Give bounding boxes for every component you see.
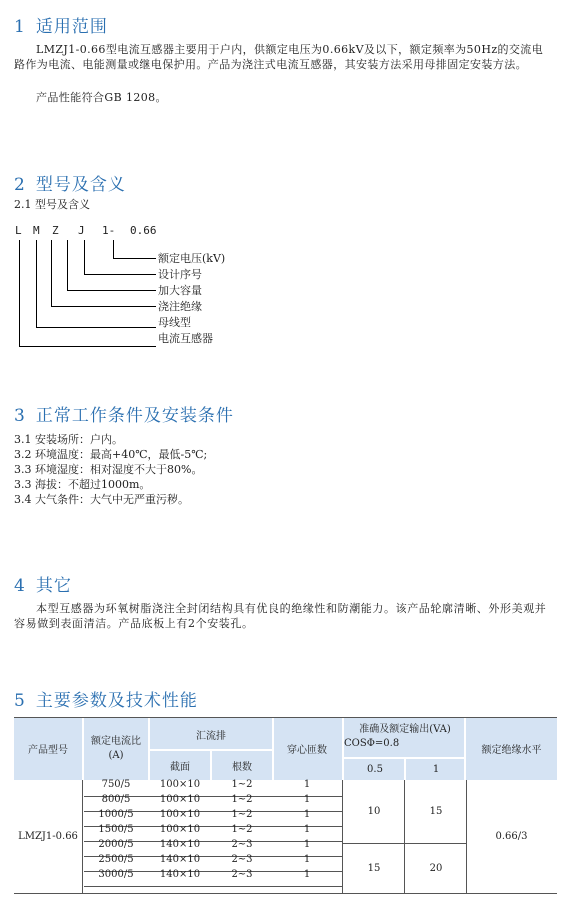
header-turns: 穿心匝数 (287, 745, 327, 756)
section-title: 正常工作条件及安装条件 (35, 406, 234, 426)
section-title: 主要参数及技术性能 (35, 691, 198, 711)
bracket-line (19, 240, 20, 346)
header-insulation: 额定绝缘水平 (481, 745, 542, 756)
bracket-line (19, 346, 156, 347)
grid-line (464, 717, 466, 780)
section-3-heading (14, 401, 234, 426)
header-accuracy-1: 1 (432, 763, 440, 775)
grid-line (82, 780, 83, 893)
code-meaning: 设计序号 (158, 268, 202, 281)
cell-count: 1~2 (231, 794, 253, 805)
output-05-group2: 15 (367, 862, 381, 874)
cell-count: 2~3 (231, 854, 253, 865)
list-item: 3.4 大气条件：大气中无严重污秽。 (14, 493, 189, 506)
code-meaning: 电流互感器 (158, 332, 213, 345)
parameters-table (14, 717, 557, 895)
section-4-paragraph: 本型互感器为环氧树脂浇注全封闭结构具有优良的绝缘性和防潮能力。该产品轮廓清晰、外形美观并容易做到表面清洁。产品底板上有2个安装孔。 (14, 602, 547, 630)
section-4-heading (14, 571, 72, 596)
header-cos: COSΦ=0.8 (344, 737, 400, 749)
cell-ratio: 1500/5 (98, 824, 134, 835)
code-meaning: 加大容量 (158, 284, 202, 297)
section-title: 其它 (35, 576, 72, 596)
output-05-group1: 10 (367, 806, 381, 817)
list-item: 3.1 安装场所：户内。 (14, 433, 123, 446)
output-1-group2: 20 (429, 862, 443, 874)
cell-section: 140×10 (159, 869, 201, 880)
code-letter: M (33, 224, 40, 237)
code-letter: 1- (102, 224, 116, 237)
section-1-paragraph: LMZJ1-0.66型电流互感器主要用于户内，供额定电压为0.66kV及以下，额定频率为50Hz的交流电路作为电流、电能测量或继电保护用。产品为浇注式电流互感器，其安装方法采用母排固定安装方法。 (14, 43, 544, 71)
conditions-list (14, 432, 207, 507)
cell-ratio: 3000/5 (98, 869, 134, 880)
grid-line (210, 751, 212, 780)
section-1-heading (14, 12, 108, 37)
grid-line (272, 717, 274, 780)
section-title: 适用范围 (35, 17, 108, 37)
cell-ratio: 2500/5 (98, 854, 134, 865)
code-letter: Z (52, 224, 59, 237)
cell-ratio: 800/5 (101, 794, 131, 805)
header-output: 准确及额定输出(VA) (359, 723, 451, 735)
bracket-line (113, 258, 156, 259)
cell-count: 1~2 (231, 779, 253, 790)
cell-section: 100×10 (159, 809, 201, 820)
cell-section: 140×10 (159, 854, 201, 865)
code-meaning: 浇注绝缘 (158, 300, 202, 313)
header-accuracy-05: 0.5 (367, 763, 383, 775)
bracket-line (84, 240, 85, 274)
grid-line (404, 759, 406, 780)
cell-count: 2~3 (231, 839, 253, 850)
bracket-line (51, 240, 52, 306)
code-meaning: 额定电压(kV) (158, 252, 226, 265)
grid-line (82, 717, 84, 780)
grid-line (342, 780, 343, 893)
section-5-heading (14, 686, 198, 711)
code-letter: 0.66 (130, 224, 157, 237)
code-letter: J (78, 224, 85, 237)
table-border (14, 893, 557, 894)
cell-ratio: 2000/5 (98, 839, 134, 850)
cell-turns: 1 (303, 854, 311, 865)
cell-turns: 1 (303, 824, 311, 835)
section-number: 3 (14, 406, 26, 426)
bracket-line (113, 240, 114, 258)
table-border (14, 717, 557, 718)
section-number: 1 (14, 17, 26, 37)
list-item: 3.2 环境温度：最高+40℃，最低-5℃; (14, 448, 208, 461)
cell-section: 100×10 (159, 794, 201, 805)
header-count: 根数 (232, 762, 252, 773)
code-meaning: 母线型 (158, 316, 191, 329)
section-number: 4 (14, 576, 26, 596)
section-2-subtitle: 2.1 型号及含义 (14, 198, 90, 211)
cell-turns: 1 (303, 779, 311, 790)
bracket-line (36, 240, 37, 327)
insulation-cell: 0.66/3 (495, 831, 528, 842)
cell-ratio: 750/5 (101, 779, 131, 790)
row-line (84, 886, 342, 887)
cell-count: 2~3 (231, 869, 253, 880)
cell-turns: 1 (303, 869, 311, 880)
cell-turns: 1 (303, 839, 311, 850)
grid-line (404, 780, 405, 893)
cell-count: 1~2 (231, 824, 253, 835)
header-ratio: 额定电流比(A) (91, 735, 141, 761)
header-busbar: 汇流排 (196, 730, 226, 742)
cell-turns: 1 (303, 809, 311, 820)
cell-section: 100×10 (159, 779, 201, 790)
cell-ratio: 1000/5 (98, 809, 134, 820)
header-model: 产品型号 (28, 745, 68, 756)
cell-count: 1~2 (231, 809, 253, 820)
bracket-line (84, 274, 156, 275)
cell-section: 140×10 (159, 839, 201, 850)
bracket-line (36, 327, 156, 328)
bracket-line (67, 290, 156, 291)
cell-turns: 1 (303, 794, 311, 805)
list-item: 3.3 海拔：不超过1000m。 (14, 478, 151, 491)
bracket-line (51, 306, 156, 307)
list-item: 3.3 环境湿度：相对湿度不大于80%。 (14, 463, 203, 476)
grid-line (466, 780, 467, 893)
cell-section: 100×10 (159, 824, 201, 835)
header-section: 截面 (170, 762, 190, 773)
model-cell: LMZJ1-0.66 (18, 831, 78, 842)
code-letter: L (15, 224, 22, 237)
section-2-heading (14, 170, 126, 195)
section-number: 2 (14, 175, 26, 195)
section-number: 5 (14, 691, 26, 711)
section-1-standard: 产品性能符合GB 1208。 (36, 91, 167, 104)
grid-line (342, 717, 344, 780)
bracket-line (67, 240, 68, 290)
output-1-group1: 15 (429, 806, 443, 817)
section-title: 型号及含义 (35, 175, 126, 195)
